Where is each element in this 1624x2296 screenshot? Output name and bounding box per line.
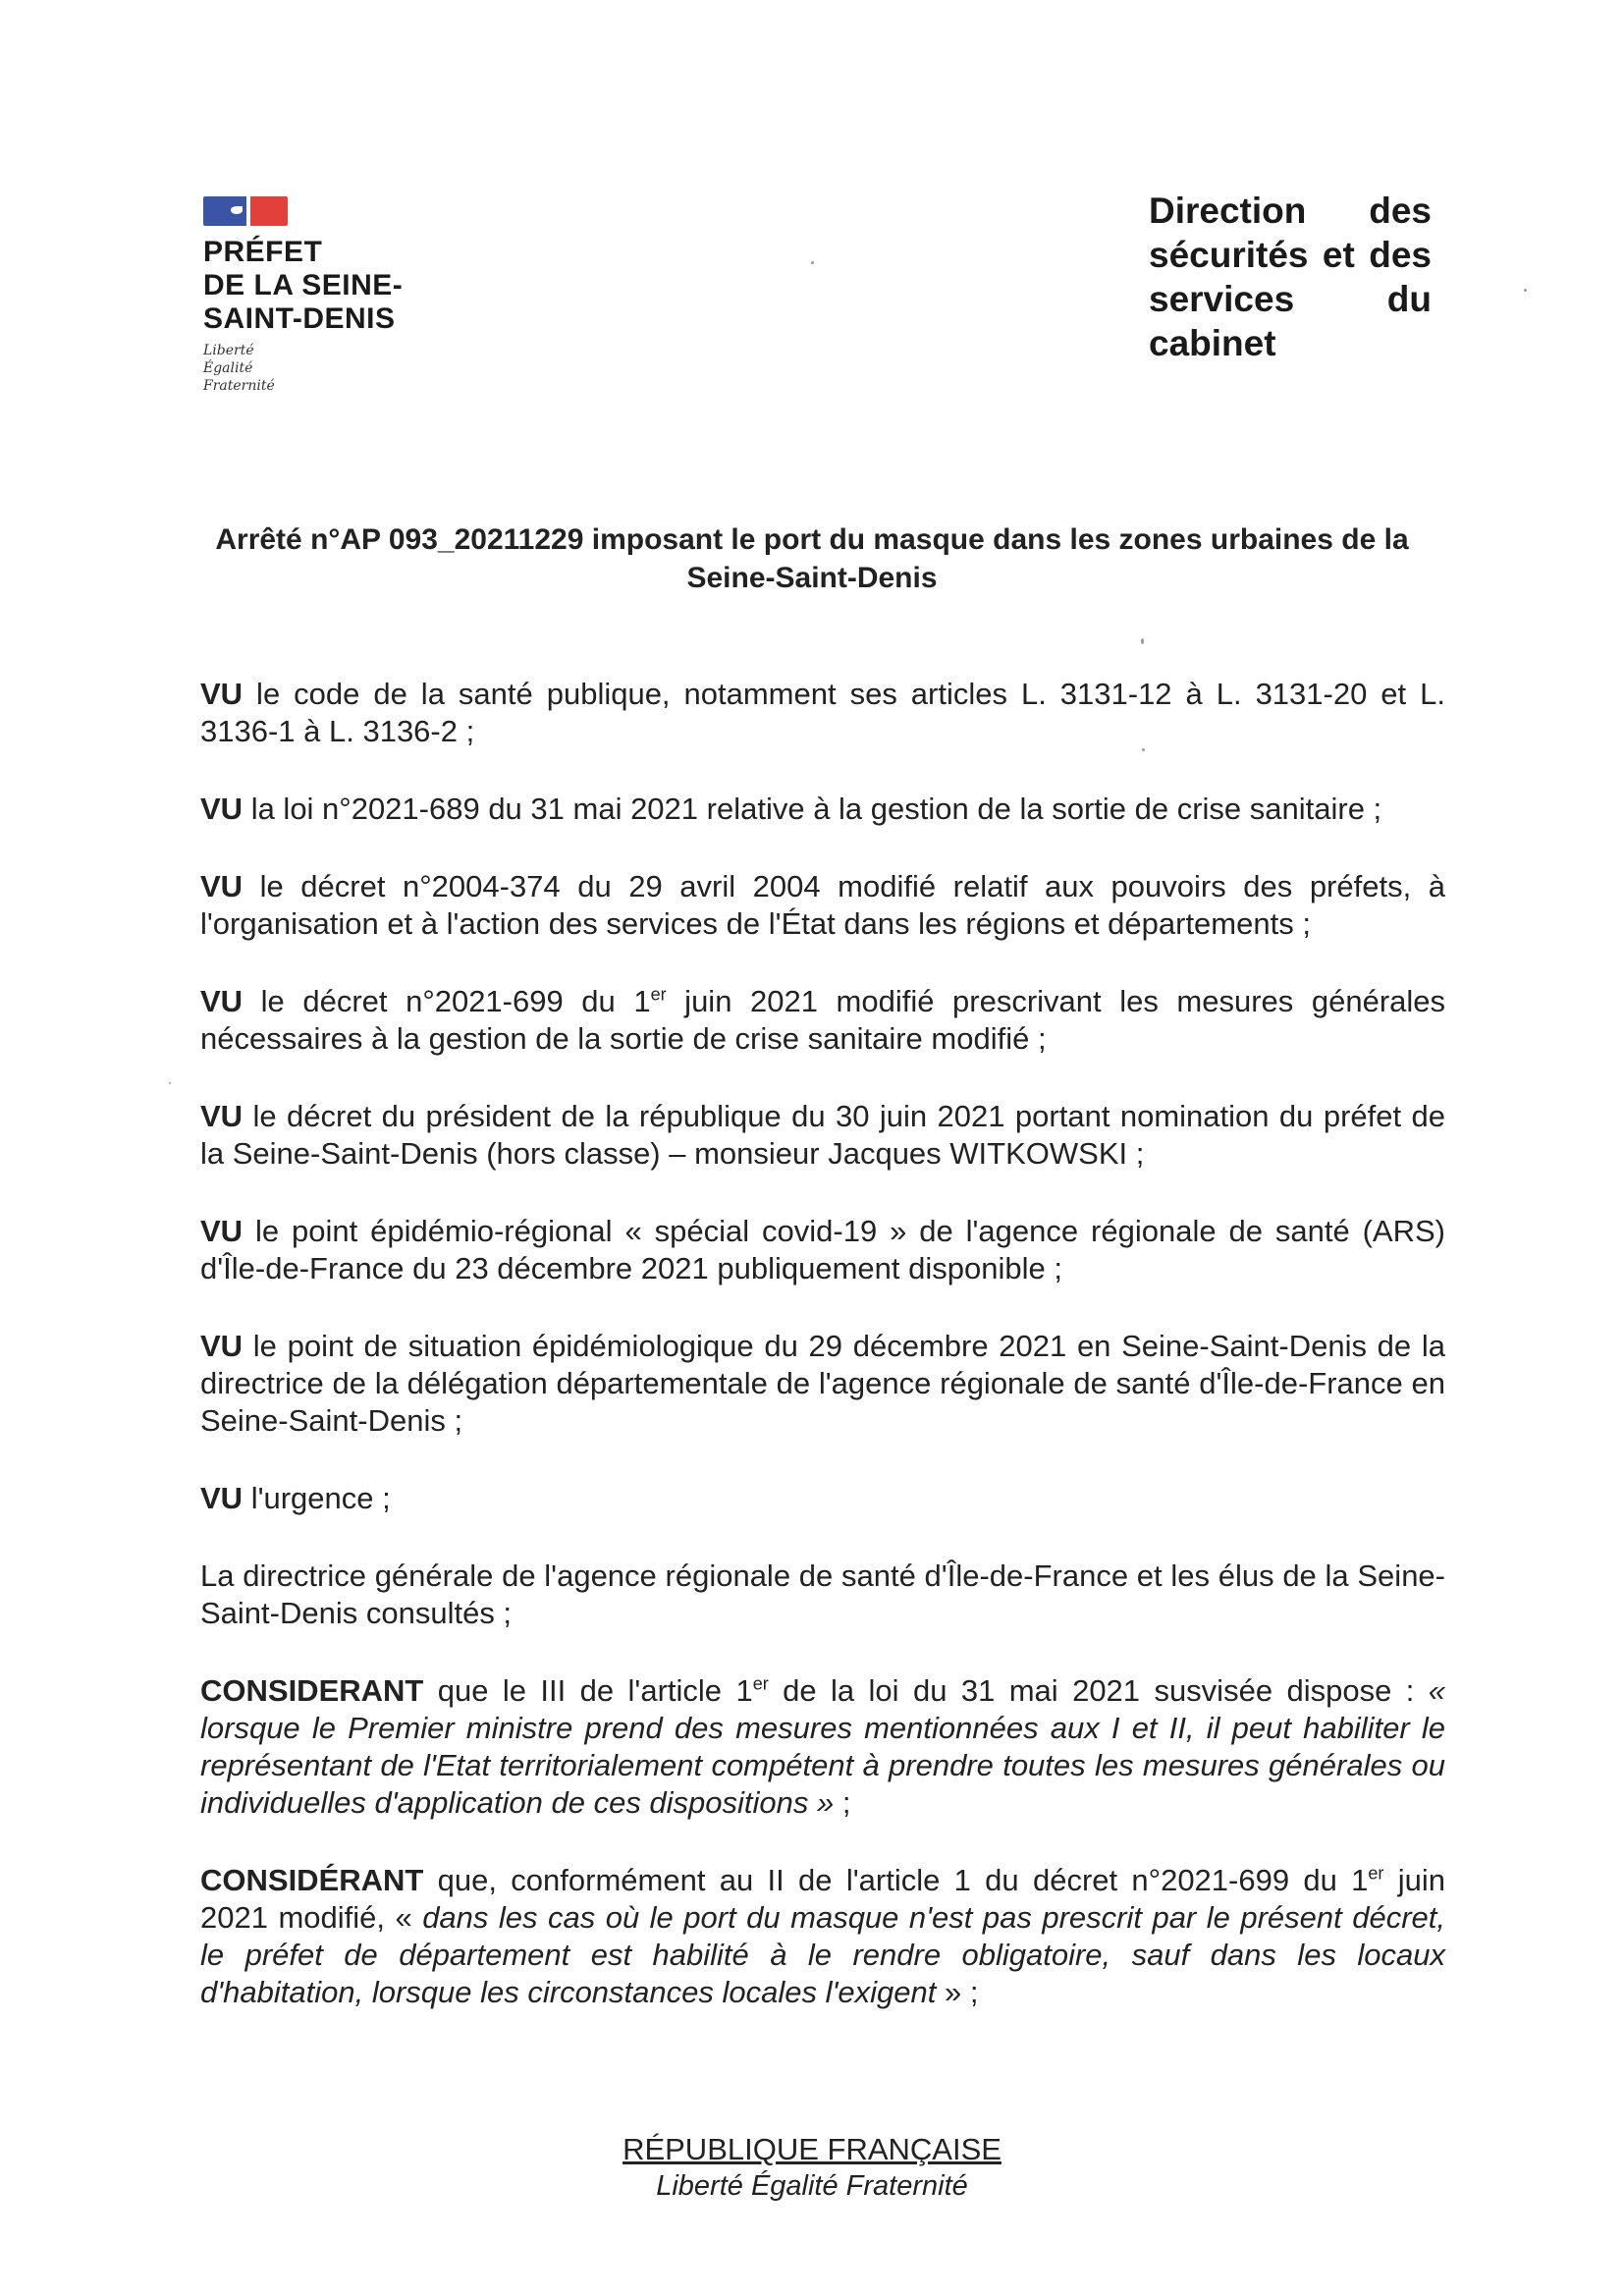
considerant-keyword: CONSIDERANT	[200, 1673, 424, 1708]
considerant-superscript: er	[1368, 1863, 1384, 1884]
considerant-text: » ;	[936, 1975, 979, 2009]
recital-text: le décret n°2004-374 du 29 avril 2004 modifié relatif aux pouvoirs des préfets, à l'organisation et à l'action des services de l'État dans les régions et départements ;	[200, 869, 1445, 941]
footer-republique: RÉPUBLIQUE FRANÇAISE	[623, 2132, 1001, 2166]
recital-paragraph	[200, 983, 1445, 1058]
scan-speck	[1142, 748, 1145, 751]
recital-keyword: VU	[200, 1329, 244, 1363]
considerant-paragraph	[200, 1862, 1445, 2011]
marianne-flag-icon	[203, 196, 288, 226]
recital-text: La directrice générale de l'agence régionale de santé d'Île-de-France et les élus de la Seine-Saint-Denis consultés ;	[200, 1558, 1445, 1630]
recital-keyword: VU	[200, 1481, 244, 1515]
considerant-keyword: CONSIDÉRANT	[200, 1863, 424, 1897]
considerant-text: ;	[834, 1785, 851, 1820]
recital-keyword: VU	[200, 792, 244, 826]
considerant-text: que, conformément au II de l'article 1 du décret n°2021-699 du 1	[423, 1863, 1369, 1897]
considerant-superscript: er	[752, 1673, 769, 1694]
recital-text: le point épidémio-régional « spécial covid-19 » de l'agence régionale de santé (ARS) d'Île-de-France du 23 décembre 2021 publiquement disponible ;	[200, 1214, 1445, 1285]
prefecture-logo	[203, 196, 459, 395]
scan-speck	[1141, 638, 1144, 644]
considerant-paragraph	[200, 1672, 1445, 1822]
recital-keyword: VU	[200, 1214, 244, 1248]
recital-text: le décret du président de la république du 30 juin 2021 portant nomination du préfet de la Seine-Saint-Denis (hors classe) – monsieur Jacques WITKOWSKI ;	[200, 1099, 1445, 1171]
recital-paragraph	[200, 1480, 1445, 1517]
scan-speck	[811, 261, 814, 264]
recital-paragraph	[200, 868, 1445, 943]
prefecture-name: PRÉFET DE LA SEINE- SAINT-DENIS	[203, 236, 404, 335]
considerant-quote: dans les cas où le port du masque n'est pas prescrit par le présent décret, le préfet de département est habilité à le rendre obligatoire, sauf dans les locaux d'habitation, lorsque les circonstances locales l'exigent	[200, 1900, 1445, 2009]
recital-keyword: VU	[200, 984, 244, 1018]
recital-text: le point de situation épidémiologique du 29 décembre 2021 en Seine-Saint-Denis de la directrice de la délégation départementale de l'agence régionale de santé d'Île-de-France en Seine-Saint-Denis ;	[200, 1329, 1445, 1438]
devise-fraternite: Fraternité	[203, 378, 275, 394]
considerant-quote: « lorsque le Premier ministre prend des mesures mentionnées aux I et II, il peut habiliter le représentant de l'Etat territorialement compétent à prendre toutes les mesures générales ou individuelles d'application de ces dispositions »	[200, 1673, 1445, 1820]
recital-paragraph	[200, 676, 1445, 750]
recital-text: juin 2021 modifié prescrivant les mesures générales nécessaires à la gestion de la sortie de crise sanitaire modifié ;	[200, 984, 1446, 1056]
page-footer	[0, 2131, 1624, 2204]
recital-text: l'urgence ;	[243, 1481, 391, 1515]
considerant-text: que le III de l'article 1	[423, 1673, 753, 1708]
recital-paragraph	[200, 791, 1445, 828]
recital-text: le code de la santé publique, notamment ses articles L. 3131-12 à L. 3131-20 et L. 3136-1 à L. 3136-2 ;	[200, 677, 1445, 748]
decree-body	[200, 676, 1445, 2051]
decree-title: Arrêté n°AP 093_20211229 imposant le port du masque dans les zones urbaines de la Seine-Saint-Denis	[215, 523, 1409, 594]
recital-keyword: VU	[200, 869, 244, 903]
devise-liberte: Liberté	[203, 343, 254, 358]
recital-paragraph	[200, 1213, 1445, 1287]
footer-devise: Liberté Égalité Fraternité	[656, 2170, 968, 2202]
recital-text: le décret n°2021-699 du 1	[243, 984, 651, 1018]
scan-speck	[1524, 289, 1527, 292]
recital-text: la loi n°2021-689 du 31 mai 2021 relative à la gestion de la sortie de crise sanitaire ;	[243, 792, 1382, 826]
devise-egalite: Égalité	[203, 360, 253, 376]
considerant-text: de la loi du 31 mai 2021 susvisée dispose :	[768, 1673, 1429, 1708]
recital-paragraph	[200, 1098, 1445, 1173]
recital-superscript: er	[650, 984, 667, 1005]
recital-keyword: VU	[200, 1099, 244, 1133]
consultation-paragraph	[200, 1558, 1445, 1632]
direction-header: Direction des sécurités et des services du cabinet	[1149, 191, 1432, 363]
logo-devise	[203, 342, 459, 395]
considerant-text: juin 2021 modifié, «	[200, 1863, 1445, 1935]
recital-keyword: VU	[200, 677, 244, 711]
recital-paragraph	[200, 1328, 1445, 1440]
scan-speck	[169, 1082, 171, 1084]
